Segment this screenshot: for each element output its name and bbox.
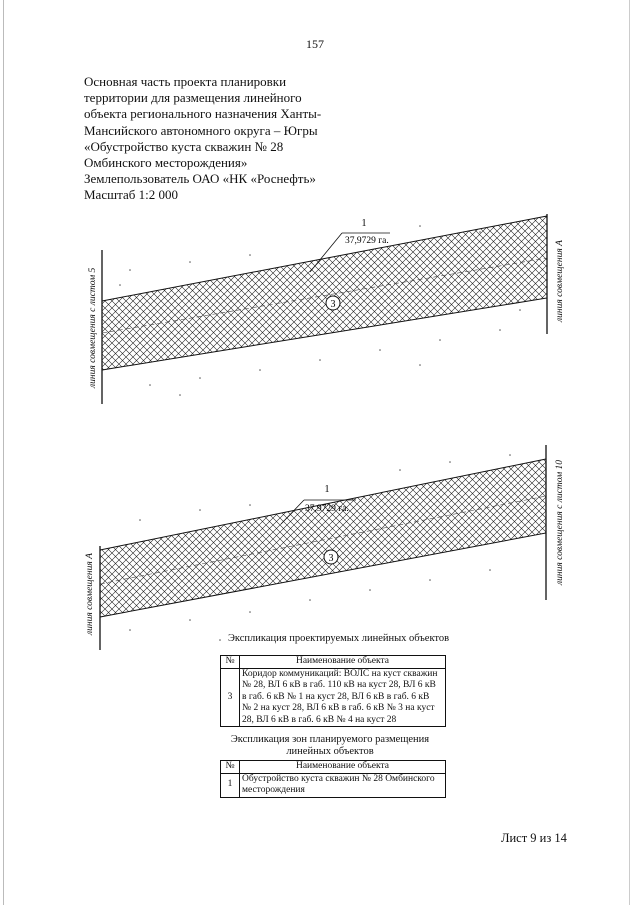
row-number: 3	[221, 668, 240, 727]
parcel-area: 37,9729 га.	[305, 504, 349, 514]
caption-line: Экспликация зон планируемого размещения	[230, 734, 430, 745]
table-header-row	[221, 656, 446, 669]
title-line: «Обустройство куста скважин № 28	[84, 138, 284, 154]
col-header-number: №	[221, 761, 240, 774]
title-line: Основная часть проекта планировки	[84, 74, 287, 89]
alignment-label-left: линия совмещения А	[85, 553, 95, 635]
row-name-line: № 28, ВЛ 6 кВ в габ. 110 кВ на куст 28, ВЛ 6 кВ	[242, 680, 436, 690]
parcel-area: 37,9729 га.	[345, 236, 389, 246]
linear-objects-table	[220, 655, 446, 727]
row-name-line: в габ. 6 кВ № 1 на куст 28, ВЛ 6 кВ в габ. 6 кВ	[242, 691, 430, 702]
title-line: территории для размещения линейного	[84, 90, 302, 106]
alignment-label-right: линия совмещения А	[555, 240, 565, 322]
sheet-label: Лист 9 из 14	[501, 831, 567, 845]
col-header-name: Наименование объекта	[240, 656, 446, 669]
table-row	[221, 668, 446, 727]
caption-line: линейных объектов	[286, 746, 374, 757]
page-number: 157	[306, 37, 324, 51]
row-name-line: Коридор коммуникаций: ВОЛС на куст скважин	[242, 668, 438, 679]
zones-table	[220, 760, 446, 798]
row-number: 1	[221, 773, 240, 797]
title-line: Омбинского месторождения»	[84, 155, 248, 171]
row-name-line: Обустройство куста скважин № 28 Омбинского	[242, 773, 435, 784]
row-name-line: 28, ВЛ 6 кВ в габ. 6 кВ № 4 на куст 28	[242, 714, 397, 725]
title-line: объекта регионального назначения Ханты-	[84, 106, 322, 122]
object-marker: 3	[328, 553, 334, 564]
map-bottom	[100, 445, 546, 650]
corridor-zone	[102, 216, 547, 370]
map-top	[102, 214, 547, 404]
corridor-zone	[100, 459, 546, 617]
row-name-line: № 2 на куст 28, ВЛ 6 кВ в габ. 6 кВ № 3 на куст	[242, 703, 435, 713]
table-header-row	[221, 761, 446, 774]
alignment-label-left: линия совмещения с листом 5	[88, 267, 98, 388]
row-name-line: месторождения	[242, 785, 305, 795]
col-header-name: Наименование объекта	[240, 761, 446, 774]
row-name	[240, 773, 446, 797]
row-name	[240, 668, 446, 727]
title-line: Мансийского автономного округа – Югры	[84, 122, 318, 138]
alignment-label-right: линия совмещения с листом 10	[555, 459, 565, 585]
parcel-number: 1	[324, 484, 330, 495]
table1-caption: Экспликация проектируемых линейных объектов	[228, 633, 450, 644]
col-header-number: №	[221, 656, 240, 669]
table-row	[221, 773, 446, 797]
title-line: Масштаб 1:2 000	[84, 187, 178, 203]
object-marker: 3	[330, 299, 336, 310]
parcel-number: 1	[361, 218, 367, 229]
table2-caption	[225, 734, 435, 758]
title-line: Землепользователь ОАО «НК «Роснефть»	[84, 171, 316, 187]
